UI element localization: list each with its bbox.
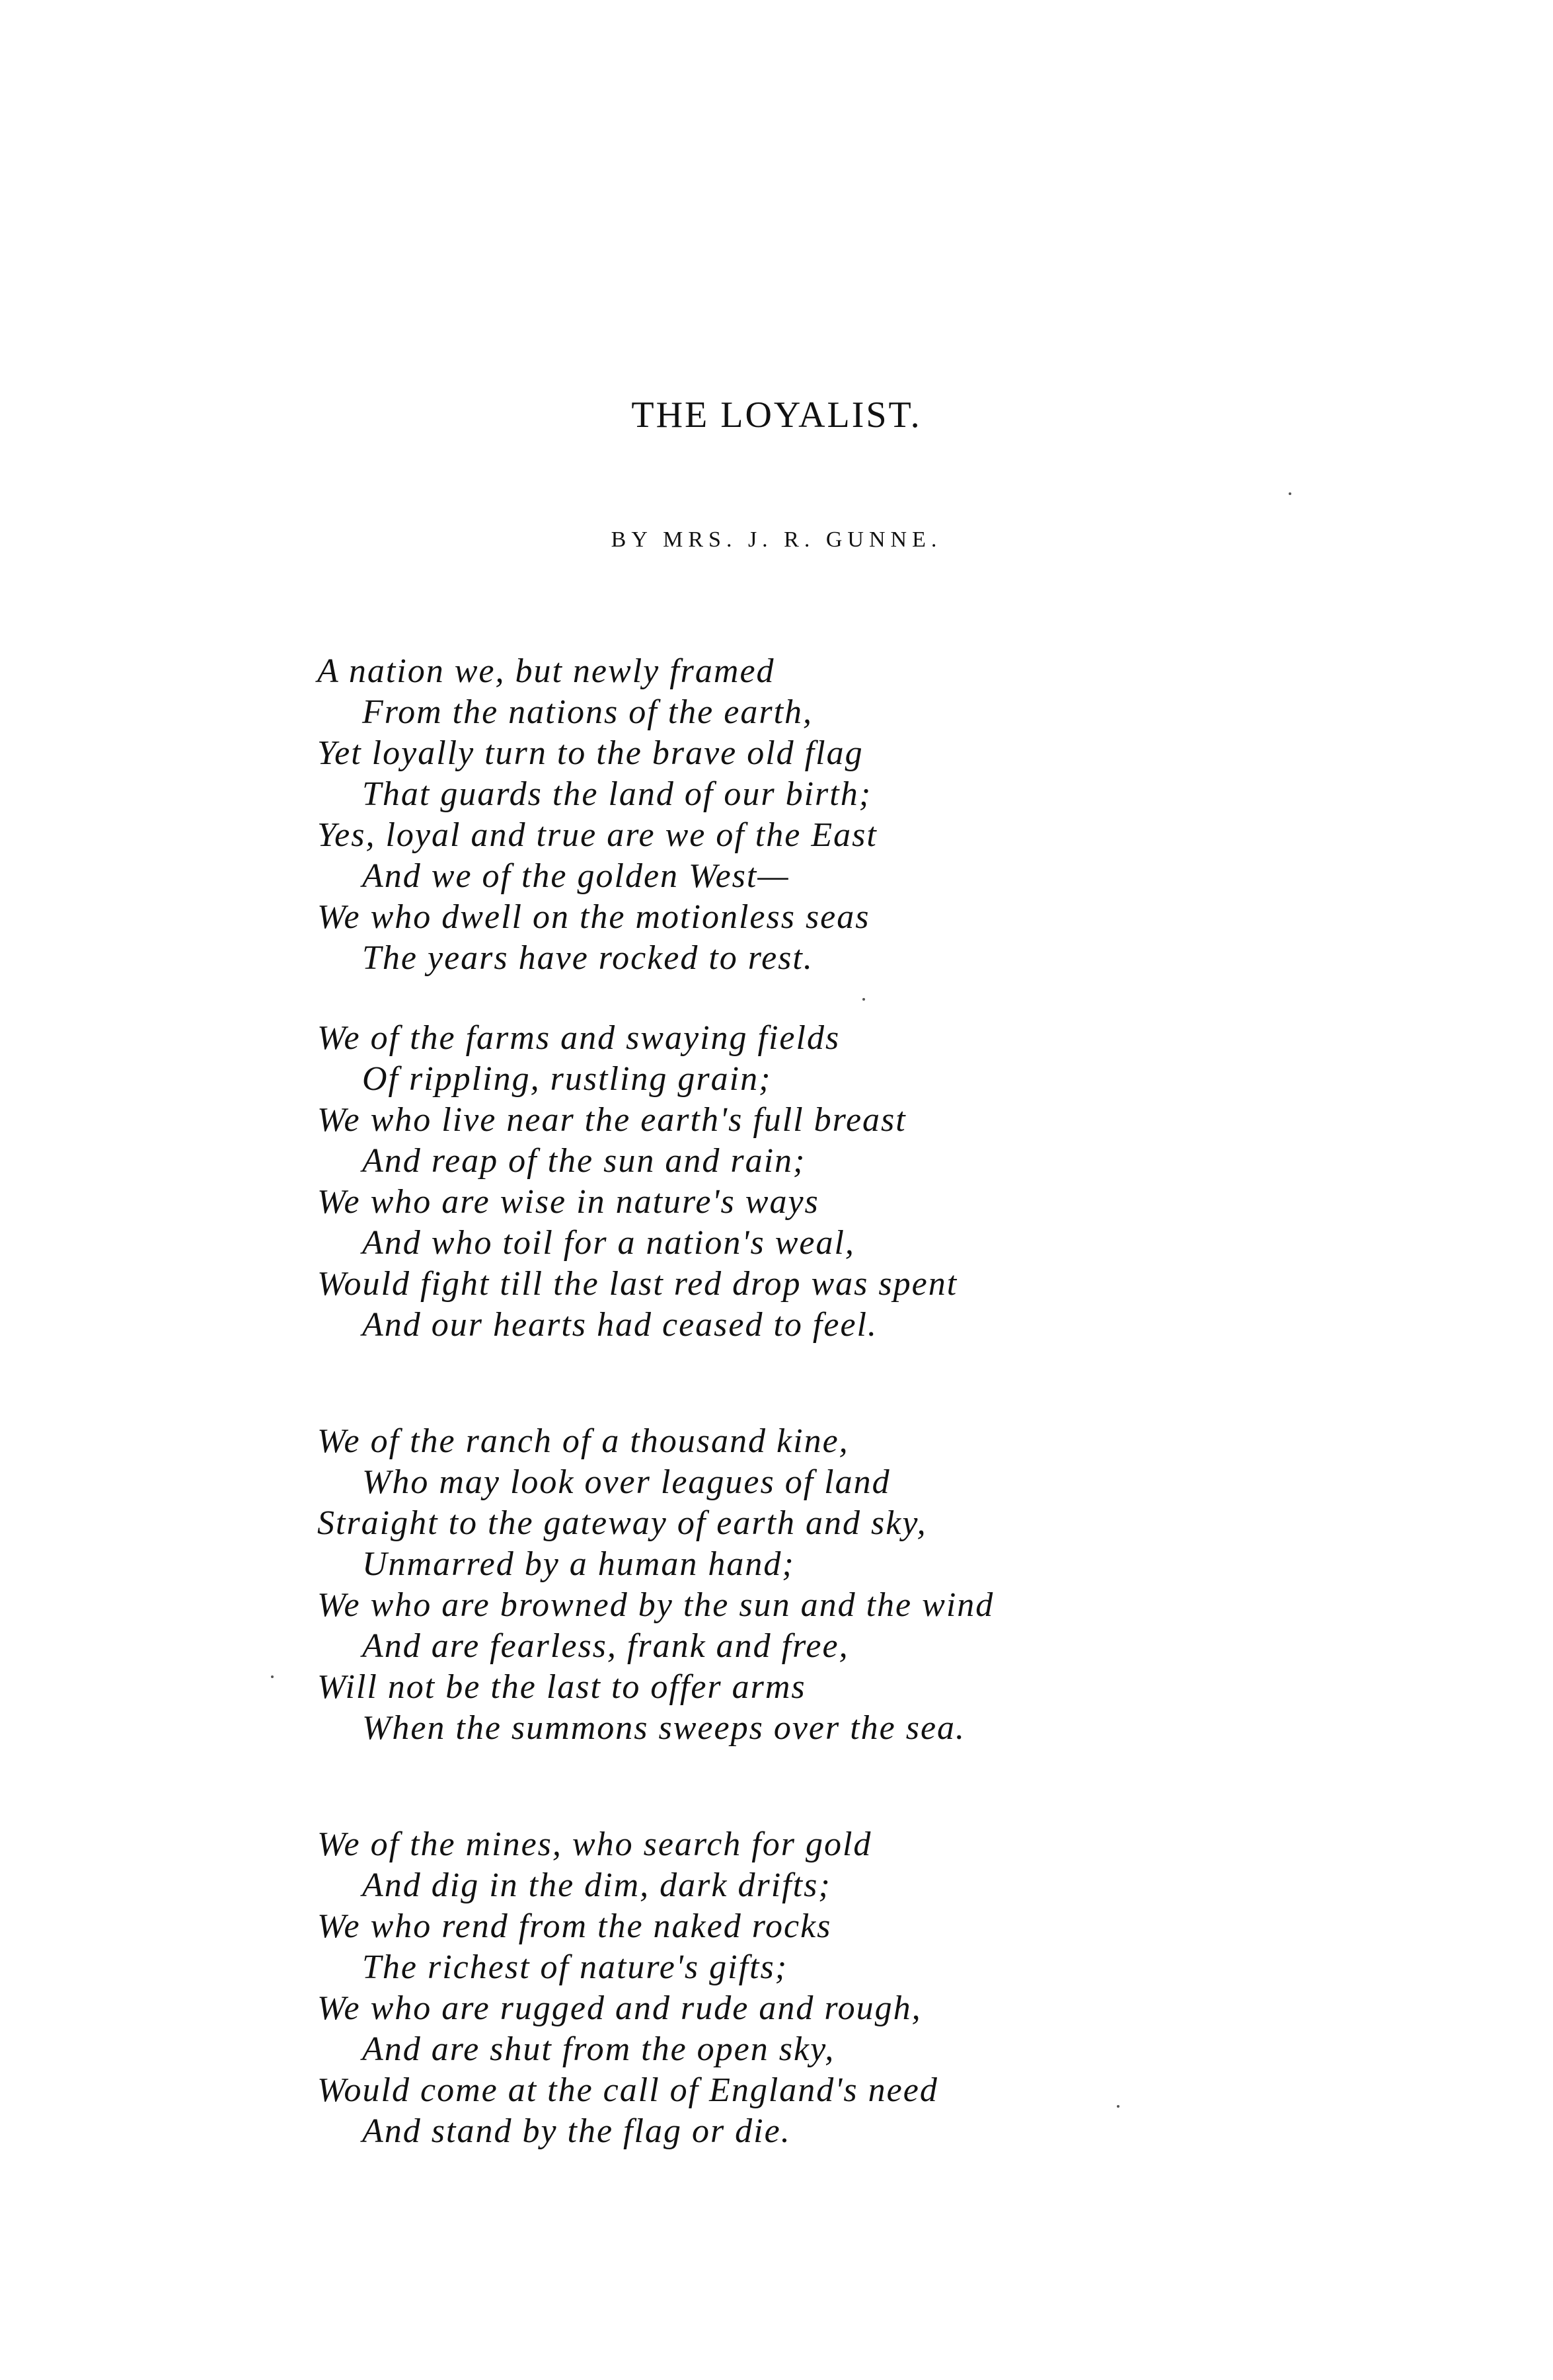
poem-line: A nation we, but newly framed <box>317 652 775 690</box>
stanza-1 <box>317 651 1242 979</box>
poem-byline: BY MRS. J. R. GUNNE. <box>611 527 942 552</box>
poem-line: We who rend from the naked rocks <box>317 1907 832 1945</box>
poem-title: THE LOYALIST. <box>631 395 922 436</box>
poem-line: We of the mines, who search for gold <box>317 1825 872 1863</box>
poem-line: The years have rocked to rest. <box>362 939 814 977</box>
poem-line: When the summons sweeps over the sea. <box>362 1709 966 1747</box>
poem-line: And are fearless, frank and free, <box>362 1627 849 1665</box>
scan-speck <box>1289 492 1291 495</box>
poem-line: Unmarred by a human hand; <box>362 1545 795 1583</box>
poem-line: Yet loyally turn to the brave old flag <box>317 734 864 772</box>
poem-line: And we of the golden West— <box>362 857 790 895</box>
scan-speck <box>271 1675 274 1678</box>
poem-line: Would fight till the last red drop was spent <box>317 1265 958 1303</box>
poem-line: And who toil for a nation's weal, <box>362 1224 855 1262</box>
poem-line: We of the ranch of a thousand kine, <box>317 1422 849 1460</box>
poem-line: We who live near the earth's full breast <box>317 1101 907 1139</box>
poem-line: Of rippling, rustling grain; <box>362 1060 772 1098</box>
poem-line: We who are browned by the sun and the wind <box>317 1586 995 1624</box>
poem-line: Would come at the call of England's need <box>317 2071 938 2109</box>
poem-line: We who are wise in nature's ways <box>317 1183 819 1221</box>
poem-line: We who are rugged and rude and rough, <box>317 1989 922 2027</box>
poem-line: We of the farms and swaying fields <box>317 1019 841 1057</box>
poem-line: And our hearts had ceased to feel. <box>362 1306 878 1344</box>
poem-line: And stand by the flag or die. <box>362 2112 791 2150</box>
stanza-4 <box>317 1824 1242 2152</box>
scan-speck <box>862 998 865 1001</box>
stanza-2 <box>317 1018 1242 1346</box>
poem-line: And reap of the sun and rain; <box>362 1142 806 1180</box>
poem-line: Who may look over leagues of land <box>362 1463 891 1501</box>
poem-line: We who dwell on the motionless seas <box>317 898 870 936</box>
poem-line: From the nations of the earth, <box>362 693 814 731</box>
poem-line: Straight to the gateway of earth and sky, <box>317 1504 927 1542</box>
poem-line: And dig in the dim, dark drifts; <box>362 1866 831 1904</box>
poem-line: Yes, loyal and true are we of the East <box>317 816 878 854</box>
poem-line: And are shut from the open sky, <box>362 2030 835 2068</box>
poem-line: That guards the land of our birth; <box>362 775 872 813</box>
poem-line: Will not be the last to offer arms <box>317 1668 806 1706</box>
poem-line: The richest of nature's gifts; <box>362 1948 788 1986</box>
scan-speck <box>1117 2105 1119 2108</box>
stanza-3 <box>317 1421 1242 1749</box>
